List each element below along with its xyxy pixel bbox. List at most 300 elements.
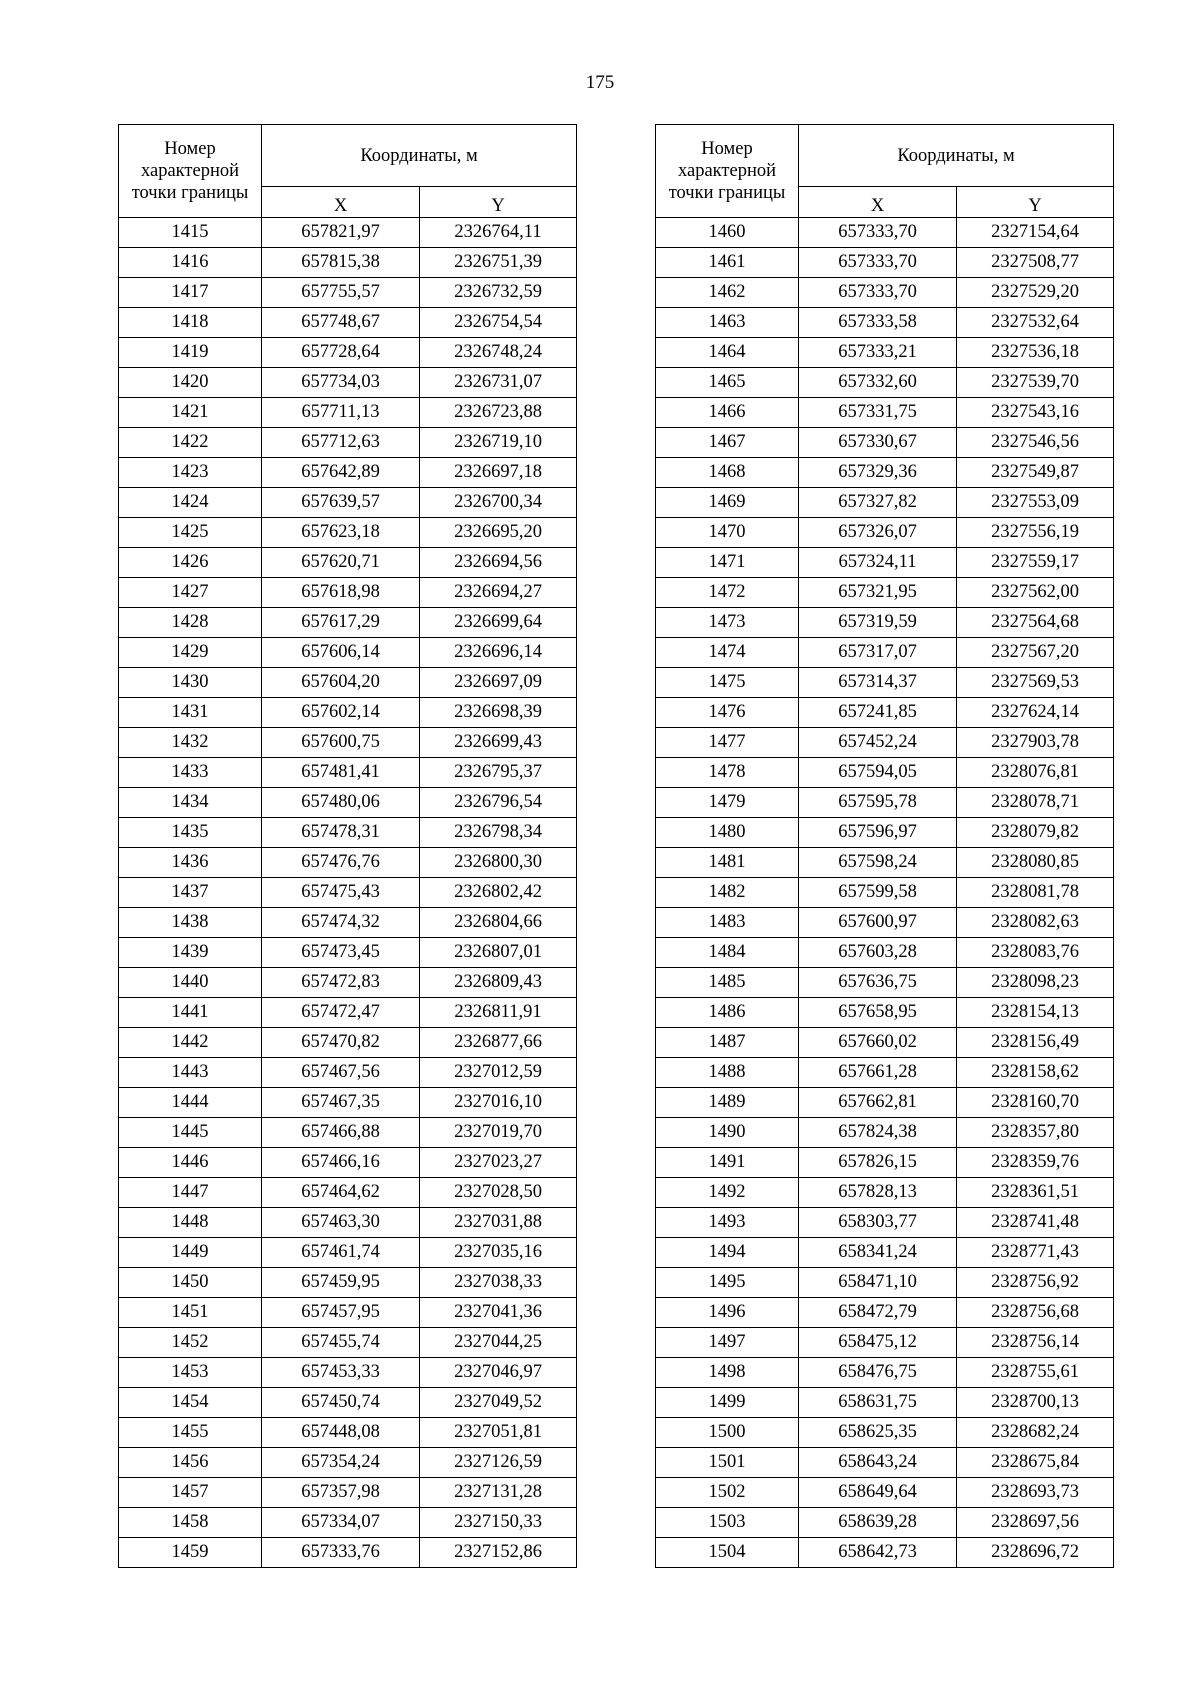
cell-point-number: 1503 [656,1508,799,1538]
cell-x: 657332,60 [799,368,957,398]
cell-point-number: 1437 [119,878,262,908]
cell-y: 2326695,20 [420,518,577,548]
cell-x: 657329,36 [799,458,957,488]
cell-y: 2326694,56 [420,548,577,578]
cell-point-number: 1469 [656,488,799,518]
cell-x: 657475,43 [262,878,420,908]
cell-x: 658341,24 [799,1238,957,1268]
cell-x: 657594,05 [799,758,957,788]
cell-y: 2327529,20 [957,278,1114,308]
table-row [656,1388,1114,1418]
cell-x: 657824,38 [799,1118,957,1148]
table-row [656,1178,1114,1208]
cell-y: 2326700,34 [420,488,577,518]
cell-point-number: 1454 [119,1388,262,1418]
table-row [656,368,1114,398]
cell-point-number: 1496 [656,1298,799,1328]
header-coordinates: Координаты, м [262,125,577,187]
cell-y: 2327556,19 [957,518,1114,548]
cell-x: 657755,57 [262,278,420,308]
cell-y: 2327019,70 [420,1118,577,1148]
cell-point-number: 1441 [119,998,262,1028]
cell-y: 2326804,66 [420,908,577,938]
header-point-number: Номер характерной точки границы [656,125,799,218]
cell-y: 2327023,27 [420,1148,577,1178]
cell-point-number: 1432 [119,728,262,758]
cell-point-number: 1416 [119,248,262,278]
cell-y: 2327624,14 [957,698,1114,728]
table-row [119,398,577,428]
cell-x: 657604,20 [262,668,420,698]
cell-x: 657333,70 [799,278,957,308]
cell-y: 2327038,33 [420,1268,577,1298]
cell-y: 2328756,68 [957,1298,1114,1328]
cell-y: 2328083,76 [957,938,1114,968]
cell-point-number: 1465 [656,368,799,398]
header-point-number: Номер характерной точки границы [119,125,262,218]
cell-point-number: 1461 [656,248,799,278]
cell-x: 657642,89 [262,458,420,488]
cell-point-number: 1479 [656,788,799,818]
cell-y: 2327031,88 [420,1208,577,1238]
cell-y: 2328755,61 [957,1358,1114,1388]
cell-y: 2326732,59 [420,278,577,308]
cell-x: 657474,32 [262,908,420,938]
cell-x: 657314,37 [799,668,957,698]
cell-point-number: 1491 [656,1148,799,1178]
table-row [656,428,1114,458]
cell-point-number: 1429 [119,638,262,668]
cell-x: 657662,81 [799,1088,957,1118]
table-body [656,218,1114,1568]
cell-y: 2328098,23 [957,968,1114,998]
cell-point-number: 1431 [119,698,262,728]
table-row [119,368,577,398]
cell-point-number: 1446 [119,1148,262,1178]
cell-x: 657333,70 [799,248,957,278]
cell-x: 657598,24 [799,848,957,878]
coordinates-table-right [655,124,1114,1568]
cell-y: 2327569,53 [957,668,1114,698]
table-row [656,698,1114,728]
cell-point-number: 1481 [656,848,799,878]
cell-x: 657354,24 [262,1448,420,1478]
cell-point-number: 1445 [119,1118,262,1148]
table-row [119,1238,577,1268]
table-row [656,278,1114,308]
cell-x: 657473,45 [262,938,420,968]
cell-point-number: 1468 [656,458,799,488]
cell-x: 657333,76 [262,1538,420,1568]
table-row [656,248,1114,278]
cell-point-number: 1484 [656,938,799,968]
cell-point-number: 1439 [119,938,262,968]
cell-x: 657603,28 [799,938,957,968]
table-row [119,848,577,878]
cell-y: 2328682,24 [957,1418,1114,1448]
cell-y: 2326877,66 [420,1028,577,1058]
table-row [119,668,577,698]
table-row [656,878,1114,908]
cell-point-number: 1489 [656,1088,799,1118]
cell-x: 657606,14 [262,638,420,668]
cell-x: 657660,02 [799,1028,957,1058]
cell-y: 2327549,87 [957,458,1114,488]
cell-x: 657466,88 [262,1118,420,1148]
cell-point-number: 1438 [119,908,262,938]
cell-point-number: 1475 [656,668,799,698]
cell-x: 657334,07 [262,1508,420,1538]
cell-point-number: 1453 [119,1358,262,1388]
table-row [119,458,577,488]
cell-x: 658649,64 [799,1478,957,1508]
table-row [119,1418,577,1448]
cell-x: 657602,14 [262,698,420,728]
table-row [119,308,577,338]
cell-y: 2328771,43 [957,1238,1114,1268]
cell-point-number: 1486 [656,998,799,1028]
cell-y: 2326723,88 [420,398,577,428]
table-row [656,1448,1114,1478]
cell-point-number: 1473 [656,608,799,638]
cell-point-number: 1436 [119,848,262,878]
cell-y: 2326802,42 [420,878,577,908]
cell-point-number: 1421 [119,398,262,428]
table-row [119,698,577,728]
cell-x: 657448,08 [262,1418,420,1448]
table-row [119,548,577,578]
cell-point-number: 1460 [656,218,799,248]
cell-y: 2327546,56 [957,428,1114,458]
table-row [656,458,1114,488]
table-row [119,248,577,278]
cell-x: 657326,07 [799,518,957,548]
cell-y: 2327903,78 [957,728,1114,758]
cell-point-number: 1457 [119,1478,262,1508]
table-row [119,488,577,518]
cell-y: 2326696,14 [420,638,577,668]
cell-x: 657636,75 [799,968,957,998]
cell-point-number: 1456 [119,1448,262,1478]
cell-point-number: 1480 [656,818,799,848]
table-row [656,488,1114,518]
cell-x: 657618,98 [262,578,420,608]
cell-x: 657595,78 [799,788,957,818]
cell-x: 657478,31 [262,818,420,848]
cell-y: 2327131,28 [420,1478,577,1508]
cell-x: 657321,95 [799,578,957,608]
cell-y: 2328359,76 [957,1148,1114,1178]
cell-y: 2327016,10 [420,1088,577,1118]
cell-x: 657333,21 [799,338,957,368]
table-row [119,1148,577,1178]
cell-point-number: 1455 [119,1418,262,1448]
cell-y: 2326694,27 [420,578,577,608]
table-row [119,1208,577,1238]
cell-y: 2327150,33 [420,1508,577,1538]
cell-y: 2327046,97 [420,1358,577,1388]
cell-x: 657617,29 [262,608,420,638]
cell-y: 2327152,86 [420,1538,577,1568]
table-row [656,998,1114,1028]
table-row [119,968,577,998]
cell-x: 657821,97 [262,218,420,248]
table-row [656,848,1114,878]
header-y: Y [957,187,1114,218]
table-row [656,758,1114,788]
cell-point-number: 1472 [656,578,799,608]
cell-x: 657457,95 [262,1298,420,1328]
cell-y: 2328078,71 [957,788,1114,818]
cell-x: 657467,56 [262,1058,420,1088]
cell-point-number: 1452 [119,1328,262,1358]
cell-y: 2326764,11 [420,218,577,248]
cell-x: 658639,28 [799,1508,957,1538]
table-row [119,1538,577,1568]
cell-x: 657317,07 [799,638,957,668]
table-row [656,728,1114,758]
table-row [656,1508,1114,1538]
table-row [119,338,577,368]
cell-point-number: 1447 [119,1178,262,1208]
cell-x: 657620,71 [262,548,420,578]
cell-x: 657464,62 [262,1178,420,1208]
cell-point-number: 1440 [119,968,262,998]
cell-point-number: 1493 [656,1208,799,1238]
cell-x: 658475,12 [799,1328,957,1358]
cell-point-number: 1418 [119,308,262,338]
header-x: X [799,187,957,218]
cell-point-number: 1504 [656,1538,799,1568]
cell-y: 2327012,59 [420,1058,577,1088]
header-coordinates: Координаты, м [799,125,1114,187]
cell-y: 2327035,16 [420,1238,577,1268]
cell-y: 2328697,56 [957,1508,1114,1538]
table-row [656,1328,1114,1358]
cell-x: 657472,83 [262,968,420,998]
cell-point-number: 1502 [656,1478,799,1508]
cell-y: 2327154,64 [957,218,1114,248]
cell-point-number: 1459 [119,1538,262,1568]
cell-point-number: 1464 [656,338,799,368]
cell-point-number: 1451 [119,1298,262,1328]
cell-x: 657828,13 [799,1178,957,1208]
cell-x: 657639,57 [262,488,420,518]
cell-point-number: 1485 [656,968,799,998]
cell-point-number: 1499 [656,1388,799,1418]
table-row [119,1118,577,1148]
cell-y: 2328080,85 [957,848,1114,878]
cell-point-number: 1477 [656,728,799,758]
cell-y: 2327051,81 [420,1418,577,1448]
cell-x: 657333,58 [799,308,957,338]
cell-point-number: 1417 [119,278,262,308]
cell-x: 657324,11 [799,548,957,578]
cell-point-number: 1449 [119,1238,262,1268]
cell-point-number: 1482 [656,878,799,908]
table-row [656,1268,1114,1298]
cell-y: 2328156,49 [957,1028,1114,1058]
cell-x: 657461,74 [262,1238,420,1268]
table-row [656,1538,1114,1568]
cell-x: 657748,67 [262,308,420,338]
cell-x: 658643,24 [799,1448,957,1478]
cell-y: 2326809,43 [420,968,577,998]
cell-x: 657331,75 [799,398,957,428]
cell-x: 657357,98 [262,1478,420,1508]
cell-y: 2326719,10 [420,428,577,458]
cell-point-number: 1495 [656,1268,799,1298]
cell-point-number: 1430 [119,668,262,698]
table-row [119,938,577,968]
cell-x: 657658,95 [799,998,957,1028]
cell-point-number: 1487 [656,1028,799,1058]
table-row [119,638,577,668]
cell-x: 657481,41 [262,758,420,788]
table-row [656,1358,1114,1388]
cell-point-number: 1458 [119,1508,262,1538]
table-row [119,1508,577,1538]
cell-point-number: 1488 [656,1058,799,1088]
cell-y: 2328082,63 [957,908,1114,938]
cell-point-number: 1443 [119,1058,262,1088]
cell-y: 2326698,39 [420,698,577,728]
table-row [119,1448,577,1478]
table-row [119,608,577,638]
table-row [656,1478,1114,1508]
cell-y: 2327539,70 [957,368,1114,398]
table-row [656,1208,1114,1238]
cell-y: 2328756,92 [957,1268,1114,1298]
cell-x: 657452,24 [799,728,957,758]
cell-point-number: 1425 [119,518,262,548]
table-row [656,398,1114,428]
cell-point-number: 1466 [656,398,799,428]
cell-x: 657472,47 [262,998,420,1028]
cell-y: 2327028,50 [420,1178,577,1208]
cell-y: 2327553,09 [957,488,1114,518]
header-y: Y [420,187,577,218]
cell-x: 657330,67 [799,428,957,458]
table-row [656,1418,1114,1448]
table-row [656,1298,1114,1328]
cell-point-number: 1471 [656,548,799,578]
cell-x: 657450,74 [262,1388,420,1418]
table-row [119,1058,577,1088]
cell-y: 2327049,52 [420,1388,577,1418]
cell-point-number: 1476 [656,698,799,728]
cell-point-number: 1497 [656,1328,799,1358]
cell-y: 2327536,18 [957,338,1114,368]
table-row [119,518,577,548]
cell-y: 2328158,62 [957,1058,1114,1088]
cell-x: 657599,58 [799,878,957,908]
cell-point-number: 1428 [119,608,262,638]
cell-point-number: 1427 [119,578,262,608]
table-row [119,578,577,608]
table-row [119,758,577,788]
cell-x: 657327,82 [799,488,957,518]
cell-point-number: 1450 [119,1268,262,1298]
table-row [119,428,577,458]
cell-x: 657241,85 [799,698,957,728]
cell-point-number: 1415 [119,218,262,248]
table-row [656,608,1114,638]
cell-y: 2328696,72 [957,1538,1114,1568]
table-row [119,1298,577,1328]
table-row [119,1088,577,1118]
cell-x: 657815,38 [262,248,420,278]
cell-point-number: 1490 [656,1118,799,1148]
header-x: X [262,187,420,218]
cell-x: 658303,77 [799,1208,957,1238]
cell-point-number: 1467 [656,428,799,458]
cell-point-number: 1483 [656,908,799,938]
cell-y: 2328081,78 [957,878,1114,908]
cell-x: 657333,70 [799,218,957,248]
page-number: 175 [585,72,615,93]
cell-point-number: 1434 [119,788,262,818]
table-row [656,908,1114,938]
cell-y: 2326699,64 [420,608,577,638]
cell-y: 2327562,00 [957,578,1114,608]
cell-y: 2326798,34 [420,818,577,848]
cell-y: 2326699,43 [420,728,577,758]
table-row [656,638,1114,668]
cell-y: 2327567,20 [957,638,1114,668]
table-row [119,908,577,938]
cell-x: 657455,74 [262,1328,420,1358]
table-row [656,308,1114,338]
cell-y: 2326795,37 [420,758,577,788]
cell-y: 2328076,81 [957,758,1114,788]
table-row [119,1028,577,1058]
cell-point-number: 1498 [656,1358,799,1388]
table-row [656,218,1114,248]
cell-y: 2327532,64 [957,308,1114,338]
table-row [656,1148,1114,1178]
cell-y: 2328357,80 [957,1118,1114,1148]
table-row [656,1118,1114,1148]
cell-y: 2328756,14 [957,1328,1114,1358]
cell-x: 657480,06 [262,788,420,818]
cell-point-number: 1478 [656,758,799,788]
cell-point-number: 1433 [119,758,262,788]
cell-point-number: 1422 [119,428,262,458]
cell-x: 657470,82 [262,1028,420,1058]
cell-y: 2327041,36 [420,1298,577,1328]
cell-point-number: 1420 [119,368,262,398]
cell-point-number: 1426 [119,548,262,578]
cell-x: 657467,35 [262,1088,420,1118]
cell-point-number: 1424 [119,488,262,518]
cell-point-number: 1463 [656,308,799,338]
table-row [119,878,577,908]
cell-x: 657596,97 [799,818,957,848]
table-row [119,728,577,758]
cell-y: 2326796,54 [420,788,577,818]
cell-y: 2326811,91 [420,998,577,1028]
cell-x: 657734,03 [262,368,420,398]
table-row [656,1238,1114,1268]
cell-x: 657711,13 [262,398,420,428]
cell-x: 657459,95 [262,1268,420,1298]
cell-x: 657600,75 [262,728,420,758]
cell-x: 658625,35 [799,1418,957,1448]
table-row [656,1088,1114,1118]
cell-point-number: 1435 [119,818,262,848]
cell-x: 657476,76 [262,848,420,878]
